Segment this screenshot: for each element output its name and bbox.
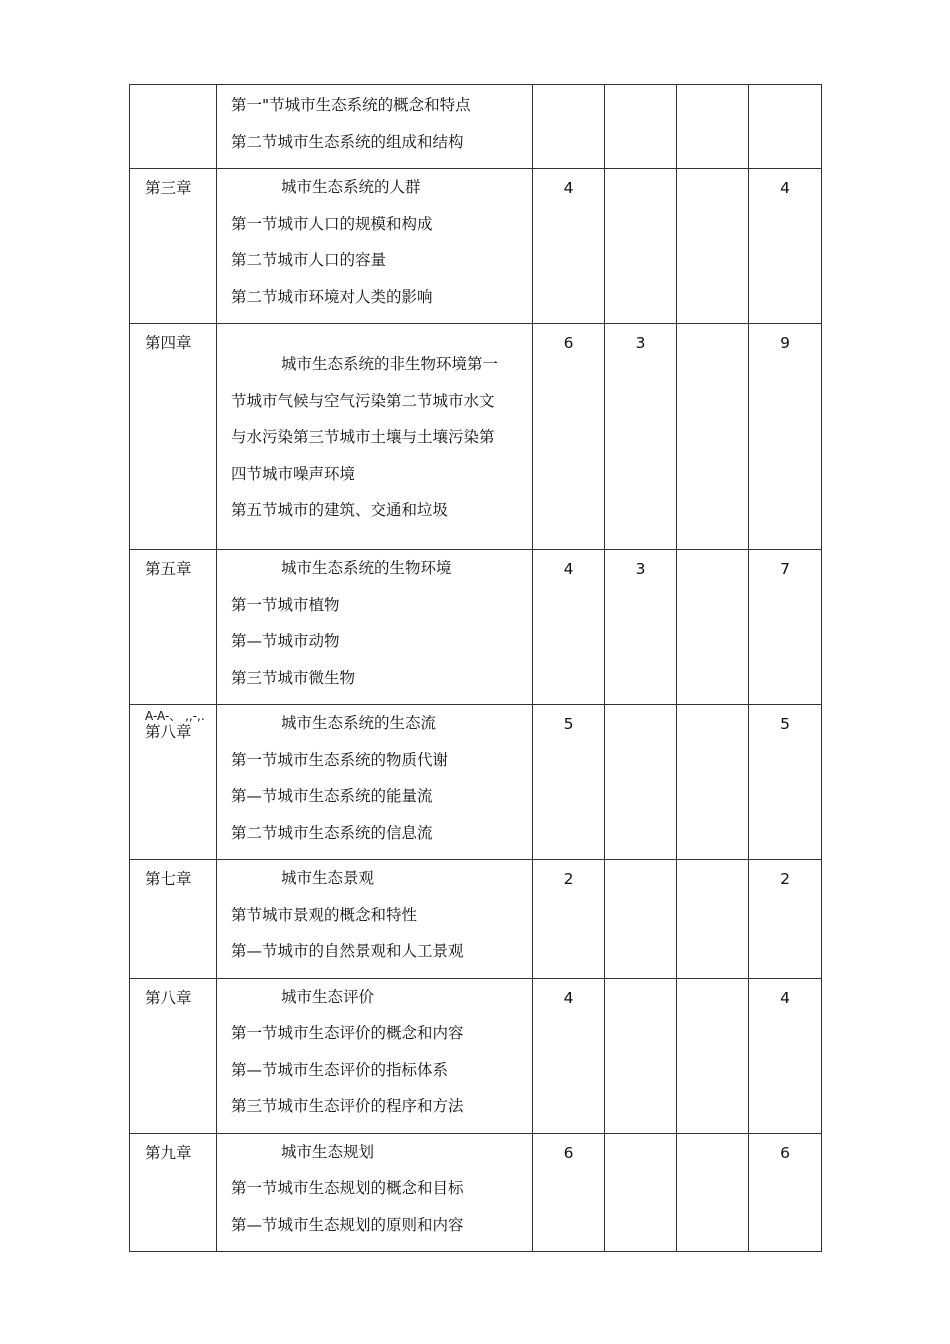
section-line: 第三节城市生态评价的程序和方法 bbox=[231, 1097, 464, 1115]
content-cell bbox=[217, 85, 533, 169]
chapter-cell bbox=[130, 978, 217, 1133]
section-line: 第一"节城市生态系统的概念和特点 bbox=[231, 96, 471, 114]
hours-value: 5 bbox=[563, 715, 574, 733]
chapter-name: 第五章 bbox=[145, 560, 192, 578]
hours-value bbox=[605, 1134, 676, 1145]
hours-cell-c6 bbox=[749, 860, 822, 979]
hours-cell-c4 bbox=[605, 1133, 677, 1252]
chapter-name: 第四章 bbox=[145, 334, 192, 352]
hours-cell-c5 bbox=[677, 169, 749, 324]
chapter-cell bbox=[130, 169, 217, 324]
hours-cell-c6 bbox=[749, 978, 822, 1133]
hours-cell-c5 bbox=[677, 1133, 749, 1252]
section-line: 四节城市噪声环境 bbox=[231, 464, 356, 483]
section-line: 第一节城市生态评价的概念和内容 bbox=[231, 1024, 464, 1042]
hours-cell-c3 bbox=[533, 169, 605, 324]
hours-value: 7 bbox=[780, 560, 790, 578]
section-line: 第三节城市微生物 bbox=[231, 668, 356, 687]
content-cell bbox=[217, 169, 533, 324]
hours-value bbox=[677, 979, 748, 990]
section-line: 第一节城市人口的规模和构成 bbox=[231, 214, 433, 233]
hours-value bbox=[605, 979, 676, 990]
content-cell bbox=[217, 550, 533, 705]
table-row bbox=[130, 169, 822, 324]
hours-cell-c6 bbox=[749, 85, 822, 169]
hours-value: 2 bbox=[780, 870, 790, 888]
hours-value bbox=[677, 705, 748, 716]
chapter-label bbox=[130, 979, 216, 1006]
hours-cell-c5 bbox=[677, 860, 749, 979]
section-line: 第二节城市生态系统的组成和结构 bbox=[231, 132, 464, 151]
table-row bbox=[130, 85, 822, 169]
hours-cell-c3 bbox=[533, 85, 605, 169]
chapter-cell bbox=[130, 550, 217, 705]
hours-cell-c4 bbox=[605, 705, 677, 860]
chapter-label bbox=[130, 324, 216, 351]
hours-value bbox=[605, 705, 676, 716]
hours-value bbox=[605, 860, 676, 871]
hours-value: 6 bbox=[563, 334, 574, 352]
hours-cell-c5 bbox=[677, 978, 749, 1133]
hours-value bbox=[533, 85, 604, 96]
hours-cell-c6 bbox=[749, 550, 822, 705]
section-line: 第—节城市生态规划的原则和内容 bbox=[231, 1215, 464, 1234]
section-line: 第二节城市人口的容量 bbox=[231, 251, 387, 269]
hours-value: 4 bbox=[563, 560, 574, 578]
hours-value bbox=[677, 85, 748, 96]
hours-cell-c6 bbox=[749, 169, 822, 324]
hours-cell-c4 bbox=[605, 324, 677, 550]
hours-value: 4 bbox=[780, 179, 790, 197]
chapter-name: 第八章 bbox=[145, 988, 192, 1007]
hours-value: 6 bbox=[563, 1143, 574, 1162]
hours-cell-c3 bbox=[533, 978, 605, 1133]
chapter-title: 城市生态系统的非生物环境第一 bbox=[281, 355, 499, 373]
hours-value bbox=[677, 324, 748, 335]
hours-value: 3 bbox=[635, 560, 646, 578]
table-row bbox=[130, 860, 822, 979]
chapter-label bbox=[130, 169, 216, 196]
content-cell bbox=[217, 324, 533, 550]
chapter-label bbox=[130, 550, 216, 577]
hours-cell-c3 bbox=[533, 705, 605, 860]
section-line: 与水污染第三节城市土壤与土壤污染第 bbox=[231, 428, 495, 446]
chapter-title: 城市生态评价 bbox=[281, 987, 375, 1006]
hours-cell-c4 bbox=[605, 860, 677, 979]
chapter-title: 城市生态规划 bbox=[281, 1142, 375, 1161]
syllabus-table bbox=[129, 84, 822, 1252]
hours-value: 4 bbox=[780, 988, 790, 1007]
hours-cell-c5 bbox=[677, 550, 749, 705]
hours-cell-c4 bbox=[605, 85, 677, 169]
hours-cell-c4 bbox=[605, 169, 677, 324]
chapter-name: 第七章 bbox=[145, 870, 192, 888]
hours-cell-c6 bbox=[749, 324, 822, 550]
chapter-label bbox=[130, 860, 216, 887]
section-line: 第五节城市的建筑、交通和垃圾 bbox=[231, 501, 449, 519]
syllabus-table-body bbox=[130, 85, 822, 1252]
section-line: 第—节城市生态系统的能量流 bbox=[231, 787, 433, 805]
section-line: 第二节城市环境对人类的影响 bbox=[231, 287, 433, 306]
hours-value: 6 bbox=[780, 1143, 790, 1162]
section-line: 第节城市景观的概念和特性 bbox=[231, 905, 418, 924]
hours-cell-c5 bbox=[677, 705, 749, 860]
hours-value: 3 bbox=[635, 334, 646, 352]
chapter-note: A-A-、 ,,-,. bbox=[145, 709, 205, 723]
table-row bbox=[130, 324, 822, 550]
hours-cell-c4 bbox=[605, 978, 677, 1133]
hours-cell-c3 bbox=[533, 1133, 605, 1252]
hours-value bbox=[677, 550, 748, 561]
table-row bbox=[130, 978, 822, 1133]
chapter-cell bbox=[130, 85, 217, 169]
section-line: 第—节城市生态评价的指标体系 bbox=[231, 1060, 449, 1079]
chapter-cell bbox=[130, 860, 217, 979]
hours-value: 4 bbox=[563, 179, 574, 197]
section-line: 第一节城市生态系统的物质代谢 bbox=[231, 750, 449, 769]
chapter-title: 城市生态系统的人群 bbox=[281, 178, 421, 196]
hours-cell-c4 bbox=[605, 550, 677, 705]
chapter-label bbox=[130, 1134, 216, 1161]
chapter-name: 第八章 bbox=[145, 723, 192, 741]
section-line: 第一节城市植物 bbox=[231, 595, 340, 614]
hours-cell-c6 bbox=[749, 705, 822, 860]
hours-cell-c3 bbox=[533, 860, 605, 979]
chapter-label bbox=[130, 705, 216, 740]
hours-cell-c3 bbox=[533, 550, 605, 705]
chapter-cell bbox=[130, 705, 217, 860]
hours-value bbox=[677, 860, 748, 871]
chapter-cell bbox=[130, 324, 217, 550]
chapter-title: 城市生态系统的生态流 bbox=[281, 714, 437, 732]
hours-cell-c5 bbox=[677, 324, 749, 550]
chapter-label bbox=[130, 85, 216, 96]
hours-value: 9 bbox=[780, 334, 790, 352]
section-line: 第二节城市生态系统的信息流 bbox=[231, 823, 433, 842]
hours-value bbox=[677, 169, 748, 180]
table-row bbox=[130, 550, 822, 705]
content-cell bbox=[217, 705, 533, 860]
chapter-name: 第三章 bbox=[145, 179, 192, 197]
hours-cell-c5 bbox=[677, 85, 749, 169]
hours-cell-c6 bbox=[749, 1133, 822, 1252]
section-line: 第—节城市动物 bbox=[231, 632, 340, 650]
section-line: 节城市气候与空气污染第二节城市水文 bbox=[231, 391, 495, 410]
hours-value: 5 bbox=[780, 715, 790, 733]
chapter-title: 城市生态景观 bbox=[281, 869, 375, 887]
hours-value bbox=[749, 85, 821, 96]
chapter-name: 第九章 bbox=[145, 1143, 192, 1162]
content-cell bbox=[217, 1133, 533, 1252]
content-cell bbox=[217, 860, 533, 979]
table-row bbox=[130, 705, 822, 860]
table-row bbox=[130, 1133, 822, 1252]
hours-value bbox=[605, 169, 676, 180]
section-line: 第—节城市的自然景观和人工景观 bbox=[231, 942, 464, 960]
hours-value bbox=[677, 1134, 748, 1145]
content-cell bbox=[217, 978, 533, 1133]
hours-cell-c3 bbox=[533, 324, 605, 550]
hours-value: 2 bbox=[563, 870, 574, 888]
chapter-cell bbox=[130, 1133, 217, 1252]
hours-value: 4 bbox=[563, 988, 574, 1007]
hours-value bbox=[605, 85, 676, 96]
section-line: 第一节城市生态规划的概念和目标 bbox=[231, 1179, 464, 1197]
chapter-title: 城市生态系统的生物环境 bbox=[281, 559, 452, 577]
